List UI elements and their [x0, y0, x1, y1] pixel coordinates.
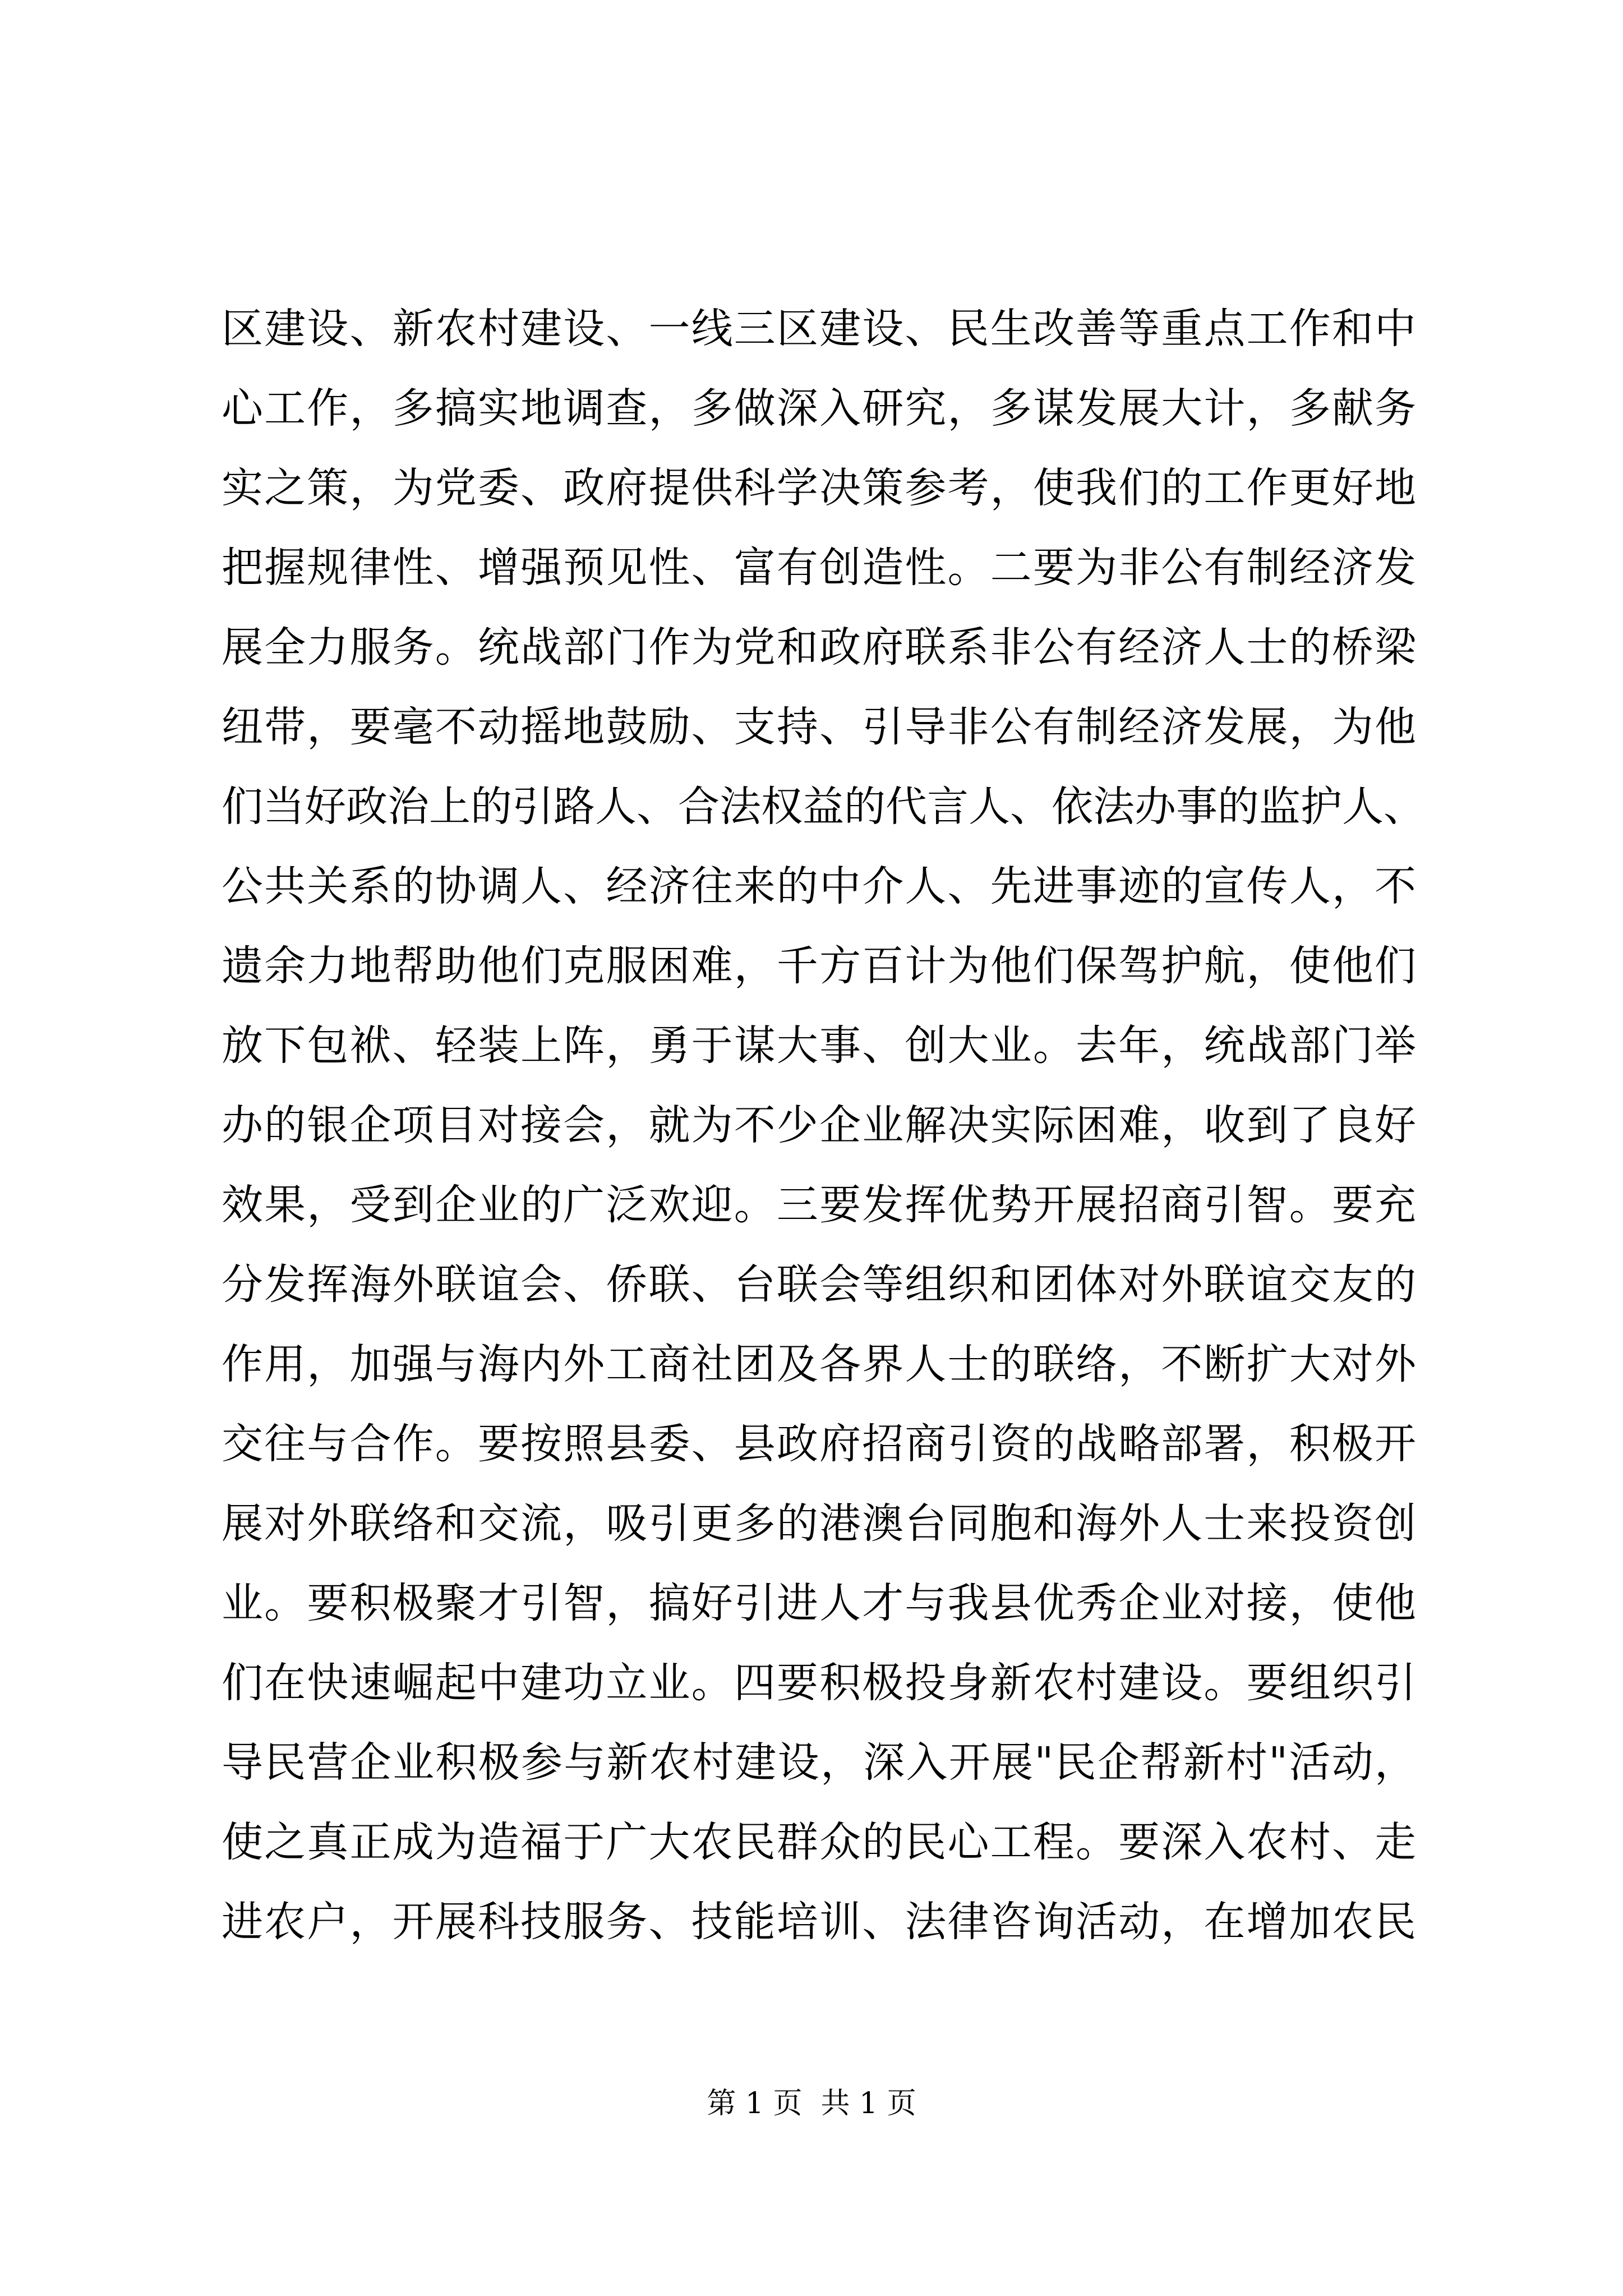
text-line: 们当好政治上的引路人、合法权益的代言人、依法办事的监护人、 — [222, 783, 1425, 831]
text-line: 把握规律性、增强预见性、富有创造性。二要为非公有制经济发 — [222, 544, 1416, 592]
page-number: 第 1 页 共 1 页 — [707, 2087, 916, 2120]
page-footer — [0, 2084, 1623, 2123]
text-line: 实之策，为党委、政府提供科学决策参考，使我们的工作更好地 — [222, 464, 1416, 512]
text-line: 进农户，开展科技服务、技能培训、法律咨询活动，在增加农民 — [222, 1898, 1416, 1946]
body-text — [222, 289, 1425, 1962]
text-line: 展全力服务。统战部门作为党和政府联系非公有经济人士的桥梁 — [222, 623, 1416, 671]
text-line: 心工作，多搞实地调查，多做深入研究，多谋发展大计，多献务 — [222, 384, 1416, 432]
text-line: 公共关系的协调人、经济往来的中介人、先进事迹的宣传人，不 — [222, 862, 1416, 910]
text-line: 办的银企项目对接会，就为不少企业解决实际困难，收到了良好 — [222, 1101, 1416, 1149]
text-line: 区建设、新农村建设、一线三区建设、民生改善等重点工作和中 — [222, 305, 1416, 353]
text-line: 们在快速崛起中建功立业。四要积极投身新农村建设。要组织引 — [222, 1659, 1416, 1707]
text-line: 效果，受到企业的广泛欢迎。三要发挥优势开展招商引智。要充 — [222, 1181, 1416, 1229]
text-line: 遗余力地帮助他们克服困难，千方百计为他们保驾护航，使他们 — [222, 942, 1416, 990]
text-line: 放下包袱、轻装上阵，勇于谋大事、创大业。去年，统战部门举 — [222, 1022, 1416, 1070]
text-line: 作用，加强与海内外工商社团及各界人士的联络，不断扩大对外 — [222, 1340, 1416, 1388]
text-line: 使之真正成为造福于广大农民群众的民心工程。要深入农村、走 — [222, 1818, 1416, 1866]
text-line: 纽带，要毫不动摇地鼓励、支持、引导非公有制经济发展，为他 — [222, 703, 1416, 751]
text-line: 交往与合作。要按照县委、县政府招商引资的战略部署，积极开 — [222, 1420, 1416, 1468]
text-line: 业。要积极聚才引智，搞好引进人才与我县优秀企业对接，使他 — [222, 1579, 1416, 1627]
text-line: 导民营企业积极参与新农村建设，深入开展"民企帮新村"活动， — [222, 1738, 1416, 1787]
text-line: 展对外联络和交流，吸引更多的港澳台同胞和海外人士来投资创 — [222, 1499, 1416, 1548]
text-line: 分发挥海外联谊会、侨联、台联会等组织和团体对外联谊交友的 — [222, 1260, 1416, 1309]
